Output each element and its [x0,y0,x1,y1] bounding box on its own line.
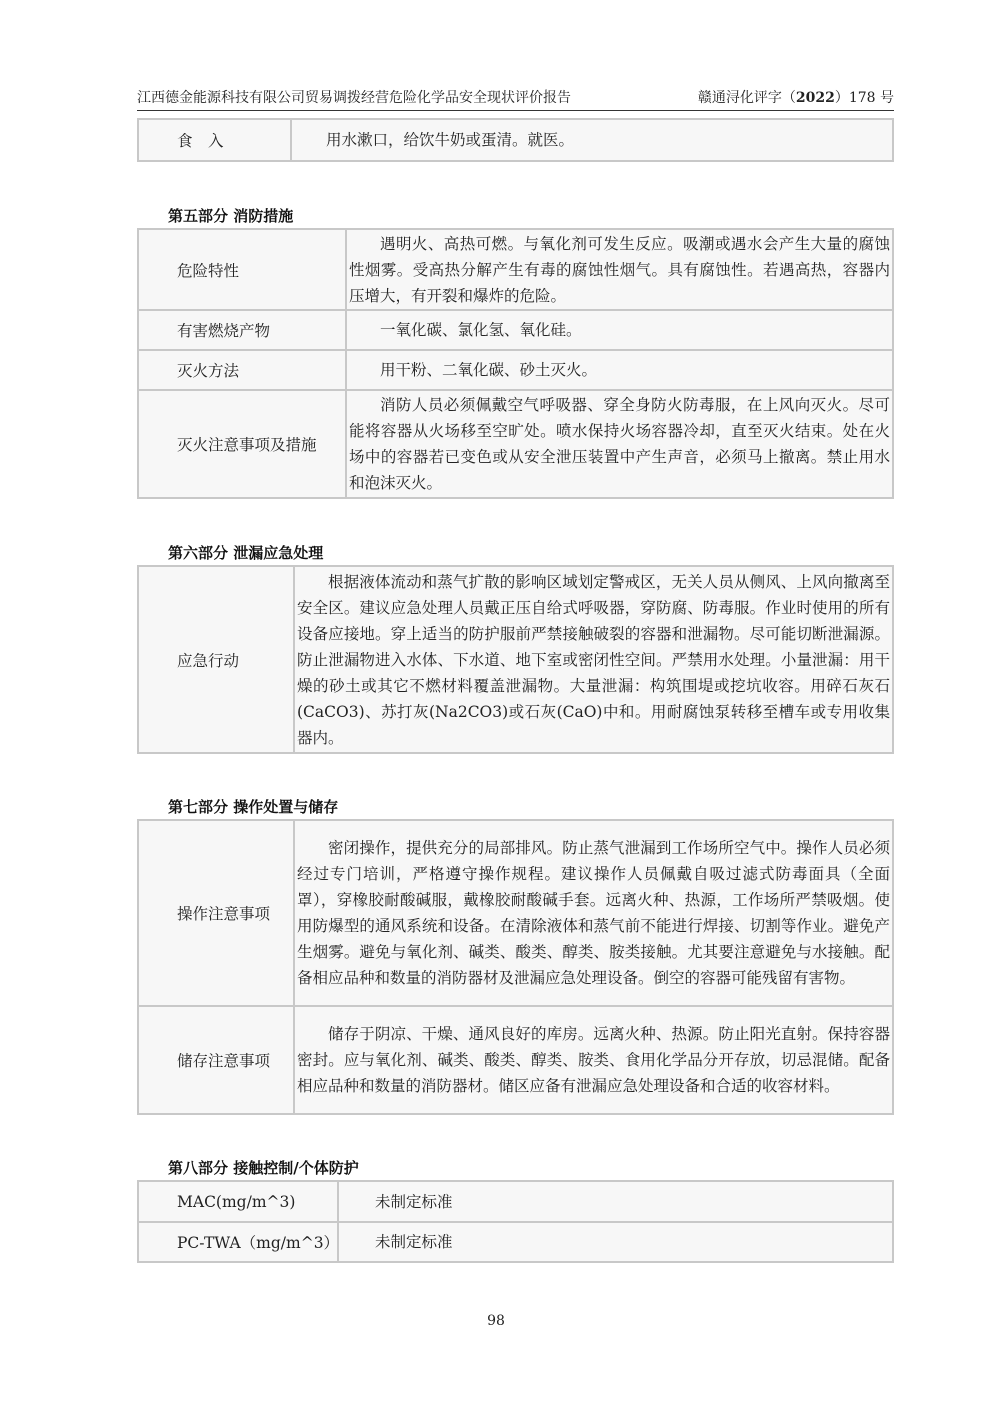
row-content: 储存于阴凉、干燥、通风良好的库房。远离火种、热源。防止阳光直射。保持容器密封。应与氧化剂、碱类、酸类、醇类、胺类、食用化学品分开存放，切忌混储。配备相应品种和数量的消防器材。储区应备有泄漏应急处理设备和合适的收容材料。 [294,1006,893,1114]
table-row [138,310,893,350]
page-number: 98 [487,1313,505,1329]
row-label: 危险特性 [138,229,346,310]
row-content: 一氧化碳、氯化氢、氧化硅。 [346,310,893,350]
row-content: 未制定标准 [338,1181,893,1222]
row-content: 未制定标准 [338,1222,893,1262]
handling-storage-table [137,819,894,1115]
row-label: PC-TWA（mg/m^3） [138,1222,338,1262]
table-row [138,1006,893,1114]
table-row [138,820,893,1006]
table-row [138,1181,893,1222]
row-label: 储存注意事项 [138,1006,294,1114]
section-title-leak: 第六部分 泄漏应急处理 [168,544,324,562]
section-title-fire: 第五部分 消防措施 [168,207,294,225]
row-label: 应急行动 [138,566,294,753]
section-title-exposure: 第八部分 接触控制/个体防护 [168,1159,359,1177]
table-row [138,350,893,390]
row-content: 消防人员必须佩戴空气呼吸器、穿全身防火防毒服，在上风向灭火。尽可能将容器从火场移至空旷处。喷水保持火场容器冷却，直至灭火结束。处在火场中的容器若已变色或从安全泄压装置中产生声音，必须马上撤离。禁止用水和泡沫灭火。 [346,390,893,498]
leak-response-table [137,565,894,754]
section-title-handling: 第七部分 操作处置与储存 [168,798,339,816]
table-row [138,119,893,161]
row-content: 密闭操作，提供充分的局部排风。防止蒸气泄漏到工作场所空气中。操作人员必须经过专门培训，严格遵守操作规程。建议操作人员佩戴自吸过滤式防毒面具（全面罩），穿橡胶耐酸碱服，戴橡胶耐酸碱手套。远离火种、热源，工作场所严禁吸烟。使用防爆型的通风系统和设备。在清除液体和蒸气前不能进行焊接、切割等作业。避免产生烟雾。避免与氧化剂、碱类、酸类、醇类、胺类接触。尤其要注意避免与水接触。配备相应品种和数量的消防器材及泄漏应急处理设备。倒空的容器可能残留有害物。 [294,820,893,1006]
row-content: 用干粉、二氧化碳、砂土灭火。 [346,350,893,390]
page-header [137,88,894,111]
row-label: 灭火方法 [138,350,346,390]
row-content: 遇明火、高热可燃。与氧化剂可发生反应。吸潮或遇水会产生大量的腐蚀性烟雾。受高热分解产生有毒的腐蚀性烟气。具有腐蚀性。若遇高热，容器内压增大，有开裂和爆炸的危险。 [346,229,893,310]
row-label: 有害燃烧产物 [138,310,346,350]
table-row [138,566,893,753]
row-label: 食 入 [138,119,291,161]
row-label: 灭火注意事项及措施 [138,390,346,498]
first-aid-table [137,118,894,162]
row-label: 操作注意事项 [138,820,294,1006]
report-title: 江西德金能源科技有限公司贸易调拨经营危险化学品安全现状评价报告 [137,90,571,106]
table-row [138,229,893,310]
row-content: 用水漱口，给饮牛奶或蛋清。就医。 [291,119,893,161]
row-content: 根据液体流动和蒸气扩散的影响区域划定警戒区，无关人员从侧风、上风向撤离至安全区。建议应急处理人员戴正压自给式呼吸器，穿防腐、防毒服。作业时使用的所有设备应接地。穿上适当的防护服前严禁接触破裂的容器和泄漏物。尽可能切断泄漏源。防止泄漏物进入水体、下水道、地下室或密闭性空间。严禁用水处理。小量泄漏：用干燥的砂土或其它不燃材料覆盖泄漏物。大量泄漏：构筑围堤或挖坑收容。用碎石灰石(CaCO3)、苏打灰(Na2CO3)或石灰(CaO)中和。用耐腐蚀泵转移至槽车或专用收集器内。 [294,566,893,753]
fire-measures-table [137,228,894,499]
report-reference: 赣通浔化评字（2022）178 号 [697,90,894,106]
exposure-control-table [137,1180,894,1263]
table-row [138,1222,893,1262]
row-label: MAC(mg/m^3) [138,1181,338,1222]
table-row [138,390,893,498]
